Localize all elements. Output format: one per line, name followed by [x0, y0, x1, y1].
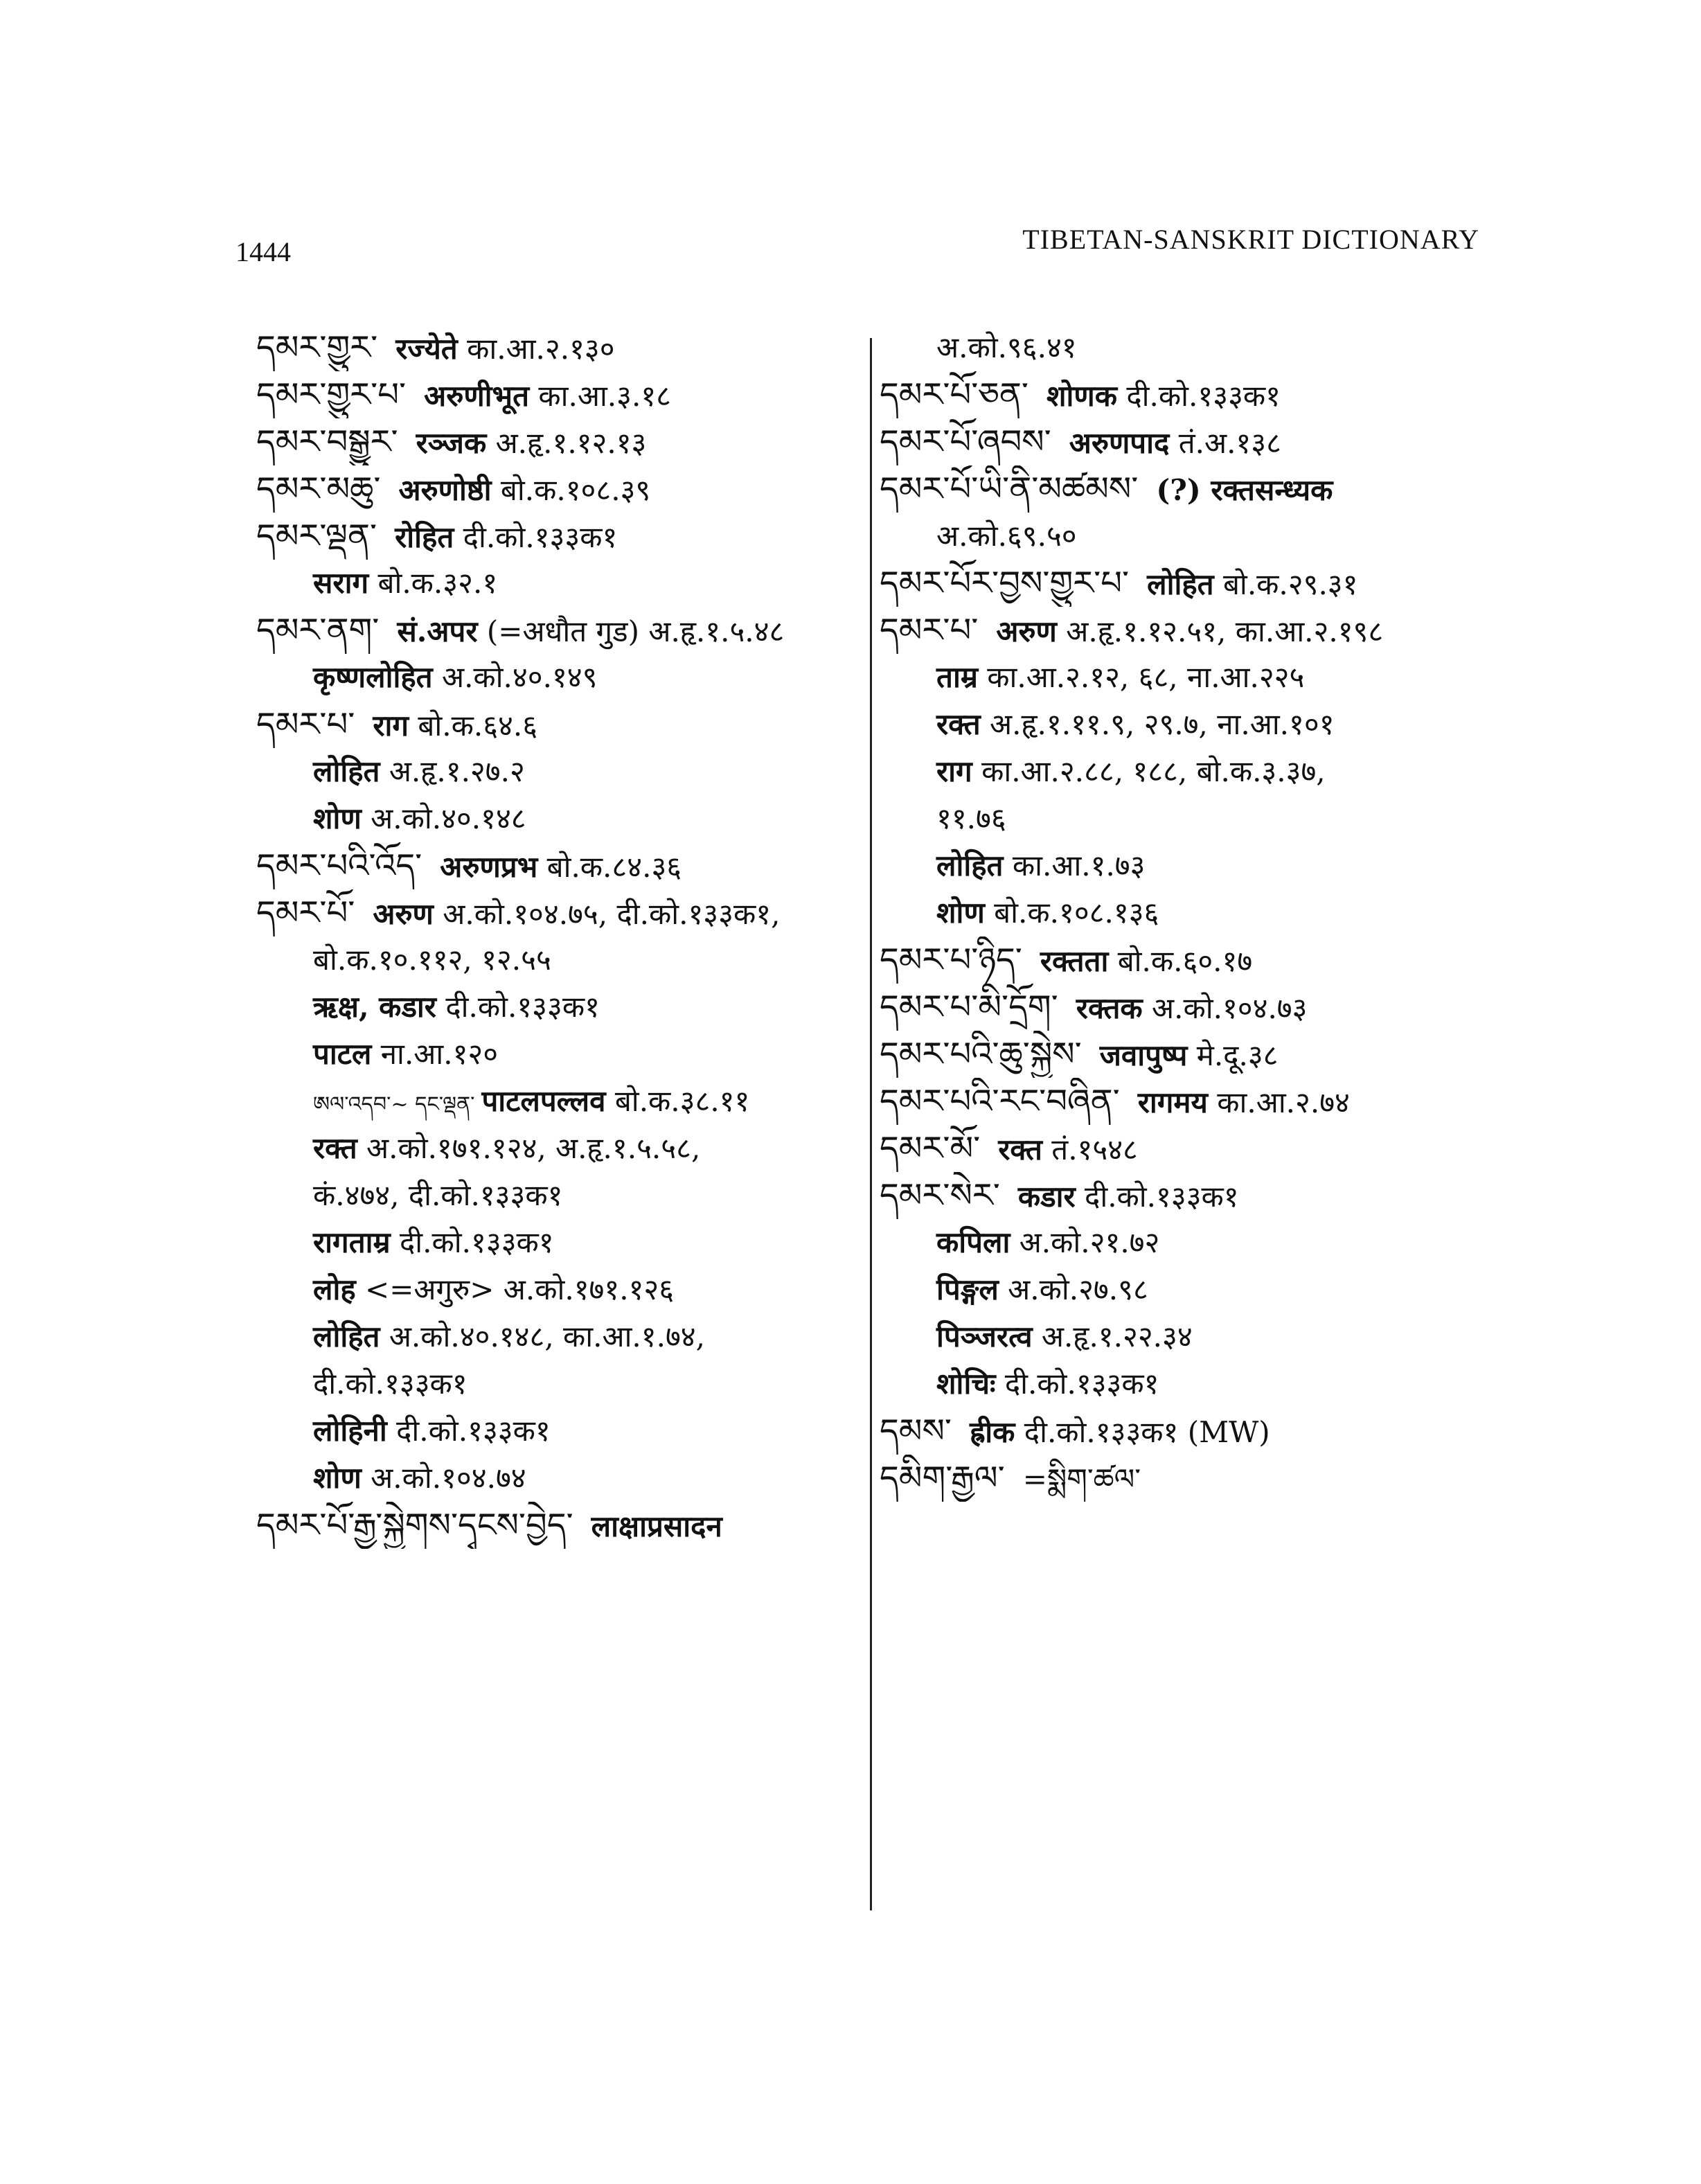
source-reference: अ.हृ.१.२२.३४ [1041, 1320, 1193, 1353]
dictionary-entry [880, 936, 1503, 984]
source-reference: दी.को.१३३क१ (MW) [1024, 1415, 1270, 1449]
source-reference: का.आ.३.१८ [538, 379, 672, 413]
source-reference: दी.को.१३३क१ [396, 1414, 551, 1448]
tibetan-headword: དམས་ [880, 1412, 952, 1450]
dictionary-sub-entry [880, 654, 1503, 701]
source-reference: अ.को.१०४.७५, दी.को.१३३क१, [443, 897, 781, 931]
sanskrit-equivalent: रोहित [395, 520, 454, 554]
sanskrit-equivalent: लाक्षाप्रसादन [591, 1509, 722, 1543]
tibetan-headword: དམར་པ་མི་དྲོག་ [880, 988, 1058, 1027]
dictionary-entry [256, 889, 866, 936]
source-reference: दी.को.१३३क१ [313, 1367, 467, 1401]
dictionary-sub-entry [256, 1219, 866, 1266]
dictionary-entry [880, 1172, 1503, 1219]
sanskrit-equivalent: जवापुष्प [1099, 1038, 1188, 1072]
dictionary-entry [256, 513, 866, 560]
sanskrit-equivalent: रक्तता [1040, 944, 1109, 978]
dictionary-entry [880, 560, 1503, 607]
source-reference: मे.दू.३८ [1196, 1038, 1279, 1072]
source-reference: अ.हृ.१.११.९, २९.७, ना.आ.१०१ [990, 707, 1335, 741]
sanskrit-equivalent: शोचिः [936, 1367, 996, 1401]
source-reference: बो.क.१०८.१३६ [994, 896, 1159, 930]
dictionary-sub-entry [880, 1313, 1503, 1360]
sanskrit-equivalent: लोहित [1147, 567, 1214, 601]
sanskrit-equivalent: शोण [936, 896, 985, 930]
dictionary-sub-entry [256, 1172, 866, 1219]
sanskrit-equivalent: अरुण [373, 897, 434, 931]
source-reference: अ.हृ.१.१२.५१, का.आ.२.१९८ [1066, 614, 1384, 648]
source-reference: ना.आ.१२० [380, 1037, 499, 1071]
source-reference: का.आ.२.८८, १८८, बो.क.३.३७, [981, 754, 1326, 788]
tibetan-headword: དམར་གྱུར་ [256, 328, 378, 367]
dictionary-sub-entry [256, 1313, 866, 1360]
source-reference: अ.को.१०४.७४ [371, 1461, 526, 1495]
sanskrit-equivalent: लोहिनी [313, 1414, 387, 1448]
dictionary-sub-entry [880, 701, 1503, 748]
sanskrit-equivalent: रक्तक [1076, 991, 1143, 1025]
source-reference: अ.को.४०.१४८, का.आ.१.७४, [389, 1320, 705, 1353]
source-reference: अ.को.६९.५० [936, 519, 1077, 553]
dictionary-sub-entry [880, 748, 1503, 795]
tibetan-headword: དམར་པོ་ཅན་ [880, 375, 1028, 414]
tibetan-headword: དམར་པོ་ཡི་ནི་མཚམས་ [880, 470, 1139, 508]
dictionary-entry [256, 465, 866, 513]
dictionary-sub-entry [256, 654, 866, 701]
sanskrit-equivalent: शोणक [1046, 379, 1118, 413]
tibetan-headword: དམར་མོ་ [880, 1129, 981, 1168]
tibetan-headword: དམར་པ་ཉིད་ [880, 941, 1022, 979]
dictionary-sub-entry [256, 1408, 866, 1455]
sanskrit-equivalent: अरुण [996, 614, 1057, 648]
source-reference: अ.को.२७.९८ [1008, 1272, 1148, 1306]
sanskrit-equivalent: पाटल [313, 1037, 372, 1071]
source-reference: =སྨིག་ཚལ་ [1022, 1462, 1141, 1496]
source-reference: अ.को.२१.७२ [1019, 1225, 1160, 1259]
tibetan-headword: དམར་པའི་ཆུ་སྐྱེས་ [880, 1035, 1082, 1074]
dictionary-entry [880, 984, 1503, 1031]
dictionary-entry [880, 1408, 1503, 1455]
source-reference: अ.को.१०४.७३ [1152, 991, 1308, 1025]
sanskrit-equivalent: रक्त [998, 1133, 1042, 1166]
dictionary-entry [880, 418, 1503, 465]
source-reference: अ.को.१७१.१२४, अ.हृ.१.५.५८, [366, 1131, 701, 1165]
right-column [880, 324, 1503, 1502]
dictionary-sub-entry [256, 748, 866, 795]
tibetan-phrase: ཨལ་འདབ་~ དང་ལྡན་ [313, 1092, 475, 1117]
dictionary-entry [880, 607, 1503, 654]
source-reference: तं.अ.१३८ [1178, 426, 1281, 460]
dictionary-entry [880, 1125, 1503, 1172]
source-reference: अ.हृ.१.१२.१३ [495, 426, 647, 460]
dictionary-entry [256, 842, 866, 889]
dictionary-entry [256, 371, 866, 418]
dictionary-entry [880, 465, 1503, 513]
dictionary-entry [256, 324, 866, 371]
source-reference: बो.क.६४.६ [418, 709, 538, 743]
sanskrit-equivalent: पाटलपल्लव [481, 1084, 606, 1118]
sanskrit-equivalent: अरुणोष्ठी [398, 473, 492, 507]
tibetan-headword: དམར་ལྡན་ [256, 517, 377, 556]
dictionary-entry [256, 1502, 866, 1549]
column-divider [870, 338, 872, 1910]
dictionary-entry [880, 1455, 1503, 1502]
sanskrit-equivalent: लोहित [936, 849, 1004, 882]
tibetan-headword: དམར་མཆུ་ [256, 470, 381, 508]
dictionary-sub-entry [256, 1455, 866, 1502]
dictionary-sub-entry [256, 936, 866, 984]
sanskrit-equivalent: (?) रक्तसन्ध्यक [1156, 473, 1333, 507]
sanskrit-equivalent: रागताम्र [313, 1225, 391, 1259]
sanskrit-equivalent: अरुणप्रभ [440, 850, 538, 884]
dictionary-sub-entry [256, 1125, 866, 1172]
tibetan-headword: དམར་པ་ [880, 611, 979, 650]
source-reference: अ.हृ.१.२७.२ [389, 754, 525, 788]
tibetan-headword: དམིག་རྒྱལ་ [880, 1459, 1005, 1498]
source-reference: बो.क.३२.१ [377, 566, 498, 600]
sanskrit-equivalent: रञ्जक [416, 426, 487, 460]
source-reference: कं.४७४, दी.को.१३३क१ [313, 1178, 563, 1212]
source-reference: बो.क.३८.११ [614, 1084, 750, 1118]
page-number: 1444 [235, 236, 291, 267]
dictionary-sub-entry [880, 795, 1503, 842]
sanskrit-equivalent: लोहित [313, 1320, 380, 1353]
dictionary-sub-entry [880, 324, 1503, 371]
dictionary-sub-entry [256, 1031, 866, 1078]
dictionary-sub-entry [256, 1266, 866, 1313]
sanskrit-equivalent: रागमय [1137, 1085, 1208, 1119]
source-reference: दी.को.१३३क१ [1126, 379, 1281, 413]
tibetan-headword: དམར་ནག་ [256, 611, 380, 650]
tibetan-headword: དམར་གྱུར་པ་ [256, 375, 407, 414]
dictionary-sub-entry [256, 560, 866, 607]
source-reference: दी.को.१३३क१ [463, 520, 618, 554]
source-reference: ११.७६ [936, 801, 1006, 835]
source-reference: अ.को.४०.१४८ [371, 801, 526, 835]
dictionary-sub-entry [880, 1266, 1503, 1313]
sanskrit-equivalent: ऋक्ष, कडार [313, 990, 436, 1024]
source-reference: बो.क.६०.१७ [1117, 944, 1253, 978]
source-reference: तं.१५४८ [1051, 1133, 1138, 1166]
dictionary-entry [256, 701, 866, 748]
sanskrit-equivalent: ताम्र [936, 660, 978, 694]
left-column [256, 324, 866, 1549]
sanskrit-equivalent: सं.अपर [397, 614, 478, 648]
source-reference: अ.को.९६.४१ [936, 330, 1077, 364]
sanskrit-equivalent: अरुणीभूत [424, 379, 530, 413]
sanskrit-equivalent: रक्त [313, 1131, 357, 1165]
tibetan-headword: དམར་པོར་བྱས་གྱུར་པ་ [880, 564, 1130, 603]
sanskrit-equivalent: लोहित [313, 754, 380, 788]
source-reference: दी.को.१३३क१ [445, 990, 600, 1024]
source-reference: का.आ.२.१२, ६८, ना.आ.२२५ [987, 660, 1305, 694]
dictionary-sub-entry [880, 1360, 1503, 1408]
tibetan-headword: དམར་པའི་འོད་ [256, 846, 422, 885]
sanskrit-equivalent: शोण [313, 801, 362, 835]
dictionary-sub-entry [256, 1078, 866, 1125]
source-reference: <=अगुरु> अ.को.१७१.१२६ [365, 1272, 675, 1306]
source-reference: का.आ.२.१३० [467, 332, 615, 366]
dictionary-sub-entry [256, 984, 866, 1031]
dictionary-entry [880, 1031, 1503, 1078]
source-reference: अ.को.४०.१४९ [441, 660, 598, 694]
sanskrit-equivalent: रज्येते [395, 332, 458, 366]
sanskrit-equivalent: लोह [313, 1272, 356, 1306]
tibetan-headword: དམར་པོ་རྒྱ་སྐྱེགས་དྭངས་བྱེད་ [256, 1506, 573, 1545]
dictionary-sub-entry [880, 889, 1503, 936]
sanskrit-equivalent: अरुणपाद [1069, 426, 1170, 460]
source-reference: का.आ.२.७४ [1217, 1085, 1350, 1119]
tibetan-headword: དམར་པོ་ཞབས་ [880, 423, 1051, 461]
source-reference: दी.को.१३३क१ [1004, 1367, 1159, 1401]
sanskrit-equivalent: राग [936, 754, 972, 788]
sanskrit-equivalent: रक्त [936, 707, 981, 741]
sanskrit-equivalent: शोण [313, 1461, 362, 1495]
dictionary-sub-entry [256, 795, 866, 842]
source-reference: दी.को.१३३क१ [400, 1225, 554, 1259]
running-head: TIBETAN-SANSKRIT DICTIONARY [1022, 224, 1479, 255]
tibetan-headword: དམར་པོ་ [256, 894, 355, 932]
tibetan-headword: དམར་སེར་ [880, 1176, 1000, 1215]
source-reference: (=अधौत गुड) अ.हृ.१.५.४८ [486, 614, 785, 648]
dictionary-sub-entry [256, 1360, 866, 1408]
dictionary-entry [880, 1078, 1503, 1125]
sanskrit-equivalent: ह्रीक [969, 1415, 1015, 1449]
sanskrit-equivalent: पिञ्जरत्व [936, 1320, 1033, 1353]
sanskrit-equivalent: राग [373, 709, 409, 743]
dictionary-sub-entry [880, 842, 1503, 889]
tibetan-headword: དམར་པའི་རང་བཞིན་ [880, 1082, 1120, 1121]
source-reference: बो.क.१०८.३९ [500, 473, 651, 507]
source-reference: बो.क.८४.३६ [546, 850, 682, 884]
tibetan-headword: དམར་པ་ [256, 705, 355, 744]
dictionary-entry [256, 418, 866, 465]
tibetan-headword: དམར་བསྒྱུར་ [256, 423, 398, 461]
sanskrit-equivalent: कृष्णलोहित [313, 660, 433, 694]
source-reference: का.आ.१.७३ [1012, 849, 1146, 882]
source-reference: बो.क.२९.३१ [1222, 567, 1358, 601]
sanskrit-equivalent: कपिला [936, 1225, 1010, 1259]
dictionary-sub-entry [880, 513, 1503, 560]
dictionary-sub-entry [880, 1219, 1503, 1266]
sanskrit-equivalent: सराग [313, 566, 369, 600]
source-reference: बो.क.१०.११२, १२.५५ [313, 943, 551, 977]
dictionary-entry [880, 371, 1503, 418]
dictionary-entry [256, 607, 866, 654]
sanskrit-equivalent: पिङ्गल [936, 1272, 999, 1306]
source-reference: दी.को.१३३क१ [1085, 1180, 1239, 1214]
sanskrit-equivalent: कडार [1017, 1180, 1076, 1214]
